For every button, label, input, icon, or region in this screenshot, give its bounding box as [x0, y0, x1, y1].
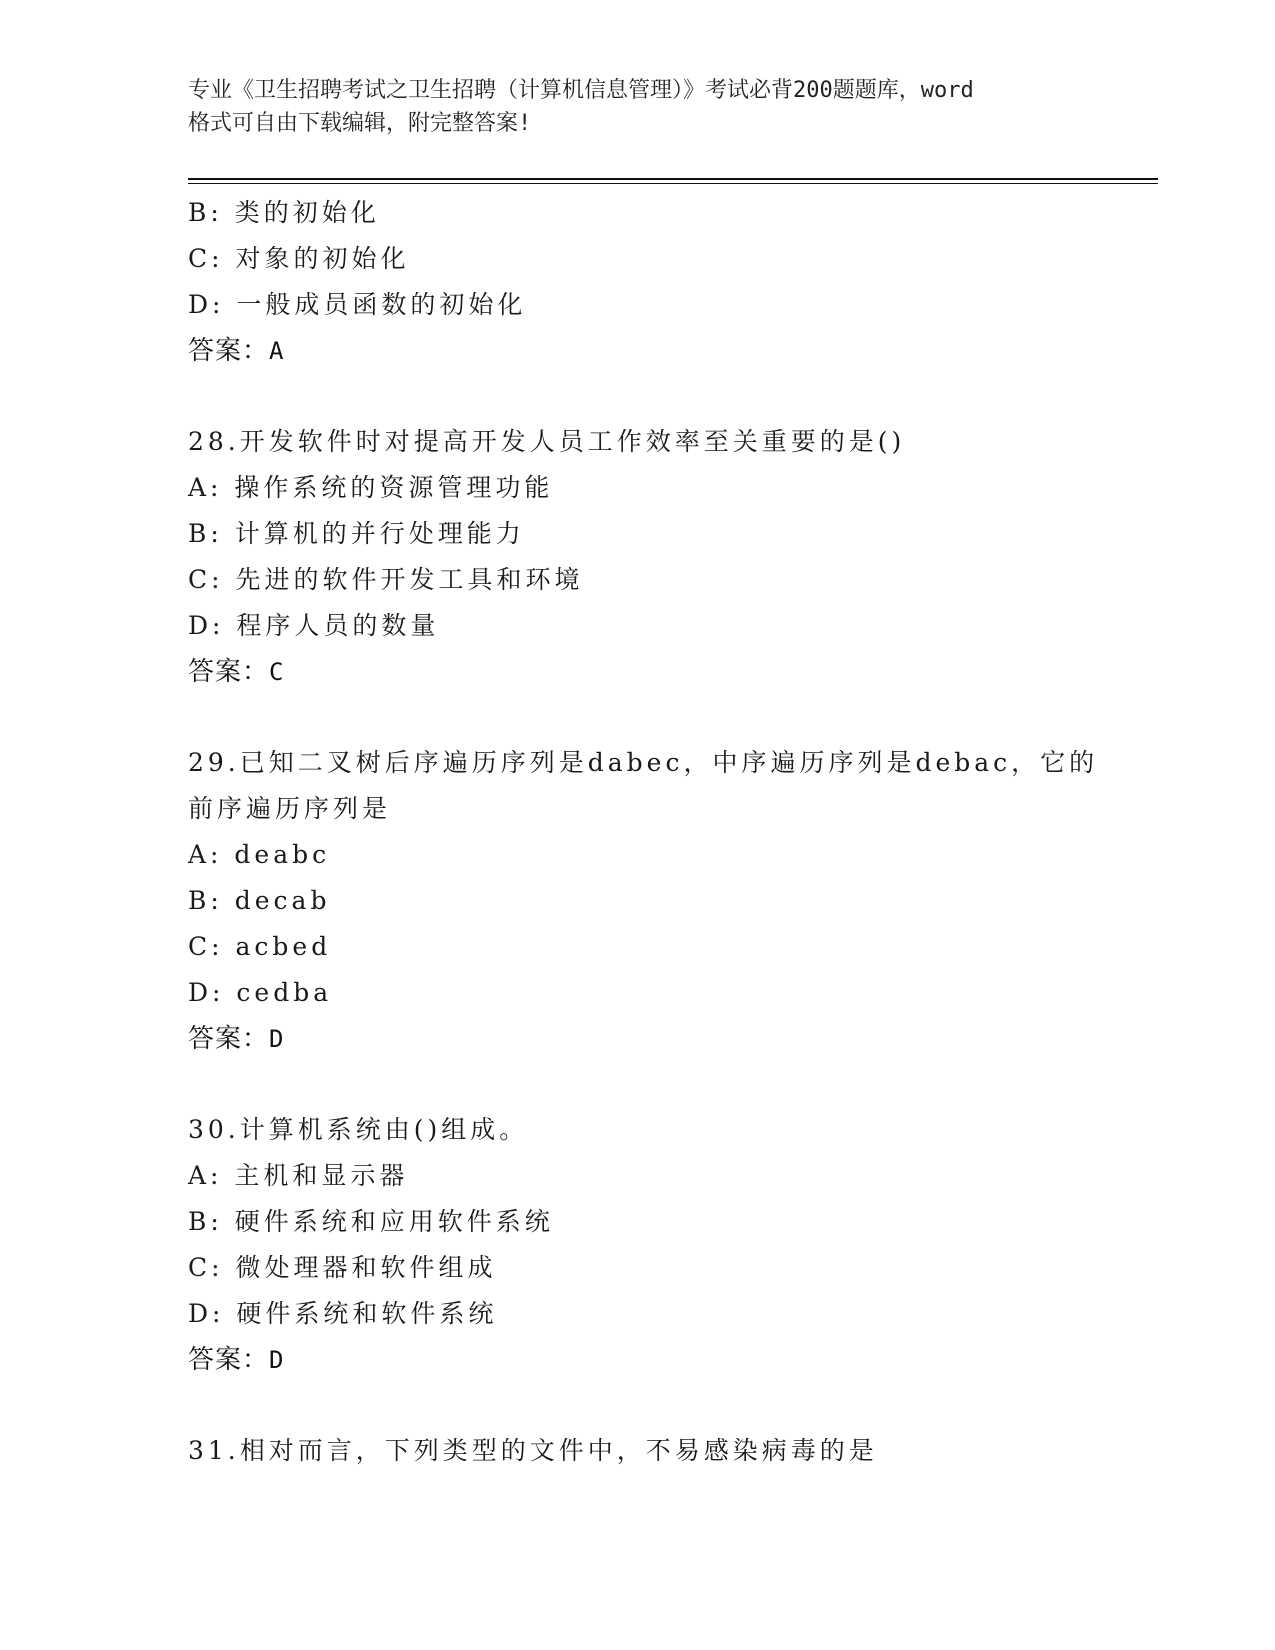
option-b: B: 硬件系统和应用软件系统 [188, 1207, 554, 1236]
option-d: D: 一般成员函数的初始化 [188, 290, 527, 319]
option-c: C: 微处理器和软件组成 [188, 1253, 497, 1282]
question-stem-line-2: 前序遍历序列是 [188, 794, 392, 823]
answer-label: 答案： [188, 1024, 270, 1054]
option-a: A: 操作系统的资源管理功能 [188, 473, 554, 502]
option-a: A: deabc [188, 840, 331, 869]
answer-value: D [269, 1346, 285, 1374]
spacer [188, 374, 1138, 419]
answer-label: 答案： [188, 336, 270, 366]
question-stem-line-1: 29.已知二叉树后序遍历序列是dabec，中序遍历序列是debac，它的 [188, 748, 1099, 777]
option-c: C: 对象的初始化 [188, 244, 410, 273]
page-header [188, 74, 1088, 140]
option-b: B: 类的初始化 [188, 198, 380, 227]
question-28 [188, 419, 1138, 695]
header-line-1: 专业《卫生招聘考试之卫生招聘（计算机信息管理）》考试必背200题题库，word [188, 78, 974, 103]
answer-line [188, 328, 1138, 374]
option-a: A: 主机和显示器 [188, 1161, 409, 1190]
header-rule-thin [188, 183, 1158, 184]
option-c: C: acbed [188, 932, 332, 961]
question-prev [188, 190, 1138, 374]
header-line-2: 格式可自由下载编辑，附完整答案! [188, 111, 532, 136]
option-d: D: 程序人员的数量 [188, 611, 440, 640]
question-31 [188, 1428, 1138, 1474]
option-d: D: cedba [188, 978, 333, 1007]
question-stem: 30.计算机系统由()组成。 [188, 1115, 529, 1144]
option-d: D: 硬件系统和软件系统 [188, 1299, 498, 1328]
spacer [188, 695, 1138, 740]
spacer [188, 1062, 1138, 1107]
answer-line [188, 1337, 1138, 1383]
question-30 [188, 1107, 1138, 1383]
question-29 [188, 740, 1138, 1062]
option-b: B: 计算机的并行处理能力 [188, 519, 525, 548]
header-rule-thick [188, 178, 1158, 180]
question-stem: 28.开发软件时对提高开发人员工作效率至关重要的是() [188, 427, 906, 456]
spacer [188, 1383, 1138, 1428]
answer-value: A [269, 337, 285, 365]
answer-label: 答案： [188, 657, 270, 687]
answer-value: D [269, 1025, 285, 1053]
answer-line [188, 1016, 1138, 1062]
answer-value: C [269, 658, 285, 686]
question-stem: 31.相对而言，下列类型的文件中，不易感染病毒的是 [188, 1436, 878, 1465]
answer-line [188, 649, 1138, 695]
questions-body [188, 190, 1138, 1474]
option-c: C: 先进的软件开发工具和环境 [188, 565, 584, 594]
answer-label: 答案： [188, 1345, 270, 1375]
option-b: B: decab [188, 886, 331, 915]
